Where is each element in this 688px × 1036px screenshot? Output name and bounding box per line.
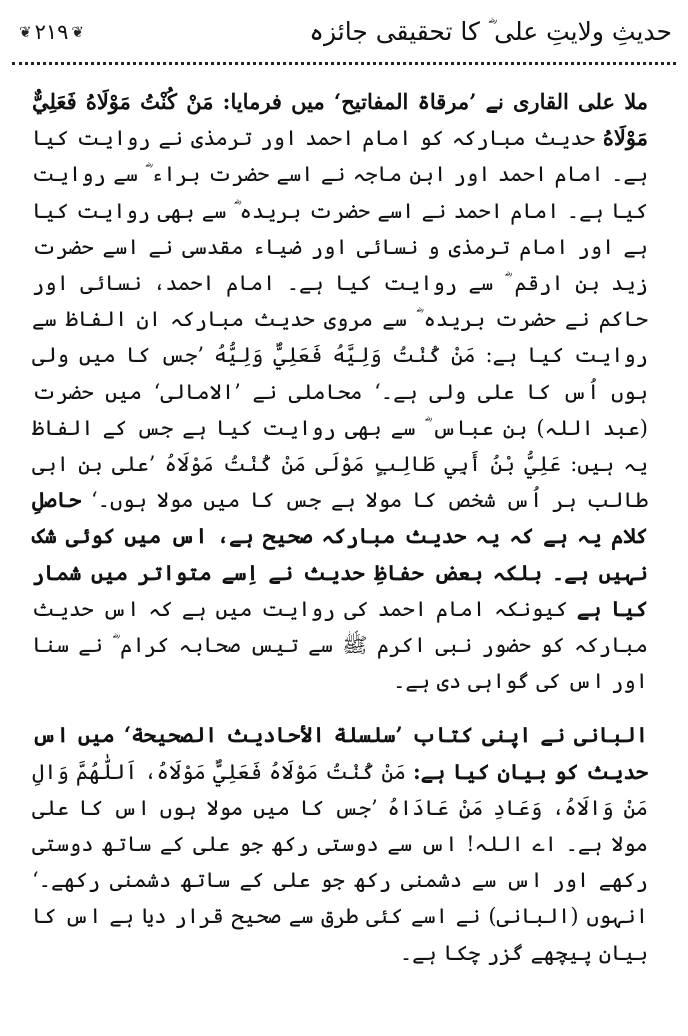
para1-span-1: ملا علی القاری نے ’مرقاۃ المفاتیح‘ میں فرمایا: مَنْ کُنْتُ مَوْلَاهُ فَعَلِيٌّ مَوْلَاهُ — [32, 89, 648, 151]
para1-span-2: حدیث مبارکہ کو امام احمد اور ترمذی نے روایت کیا ہے۔ امام احمد اور ابن ماجہ نے اسے حضرت براء ؓ سے روایت کیا ہے۔ امام احمد نے اسے حضرت بریدہ ؓ سے بھی روایت کیا ہے اور امام ترمذی و نسائی اور ضیاء مقدسی نے اسے حضرت زید بن ارقم ؓ سے روایت کیا ہے۔ امام احمد، نسائی اور حاکم نے حضرت بریدہ ؓ سے مروی حدیث مبارکہ ان الفاظ سے روایت کیا ہے: مَنْ کُنْتُ وَلِيَّهُ فَعَلِيٌّ وَلِيُّهُ ’جس کا میں ولی ہوں اُس کا علی ولی ہے۔‘ محاملی نے ’الامالی‘ میں حضرت (عبد اللہ) بن عباس ؓ سے بھی روایت کیا ہے جس کے الفاظ یہ ہیں: عَلِيُّ بْنُ أَبِي طَالِبٍ مَوْلَی مَنْ کُنْتُ مَوْلَاهُ ’علی بن ابی طالب ہر اُس شخص کا مولا ہے جس کا میں مولا ہوں۔‘ — [32, 126, 648, 513]
para2-span-1: البانی نے اپنی کتاب ’سلسلة الأحاديث الصحيحة‘ میں اس حدیث کو بیان کیا ہے: — [32, 722, 648, 784]
paragraph-1 — [32, 84, 648, 699]
para2-span-2: مَنْ کُنْتُ مَوْلَاهُ فَعَلِيٌّ مَوْلَاهُ، اَللّٰهُمَّ وَالِ مَنْ وَالَاهُ، وَعَادِ مَنْ عَادَاهُ ’جس کا میں مولا ہوں اس کا علی مولا ہے۔ اے اللہ! اس سے دوستی رکھ جو علی کے ساتھ دوستی رکھے اور اس سے دشمنی رکھ جو علی کے ساتھ دشمنی رکھے۔‘ انہوں (البانی) نے اسے کئی طرق سے صحیح قرار دیا ہے اس کا بیان پیچھے گزر چکا ہے۔ — [32, 759, 648, 965]
para1-span-3: حاصلِ کلام یہ ہے کہ یہ حدیث مبارکہ صحیح ہے، اس میں کوئی شک نہیں ہے۔ بلکہ بعض حفاظِ حدیث نے اِسے متواتر میں شمار کیا ہے — [32, 487, 648, 621]
paragraph-2 — [32, 717, 648, 970]
page-number-block — [10, 20, 87, 44]
page-number: ۲۱۹ — [34, 20, 69, 44]
header-divider — [12, 62, 676, 65]
page-header — [10, 6, 678, 58]
ornament-right-icon: ❦ — [71, 23, 84, 41]
para1-span-4: کیونکہ امام احمد کی روایت میں ہے کہ اس حدیث مبارکہ کو حضور نبی اکرم ﷺ سے تیس صحابہ کرام ؓ نے سنا اور اس کی گواہی دی ہے۔ — [32, 596, 648, 694]
page-body — [32, 84, 648, 971]
running-title: حدیثِ ولایتِ علی ؓ کا تحقیقی جائزہ — [309, 17, 672, 46]
ornament-left-icon: ❦ — [19, 23, 32, 41]
